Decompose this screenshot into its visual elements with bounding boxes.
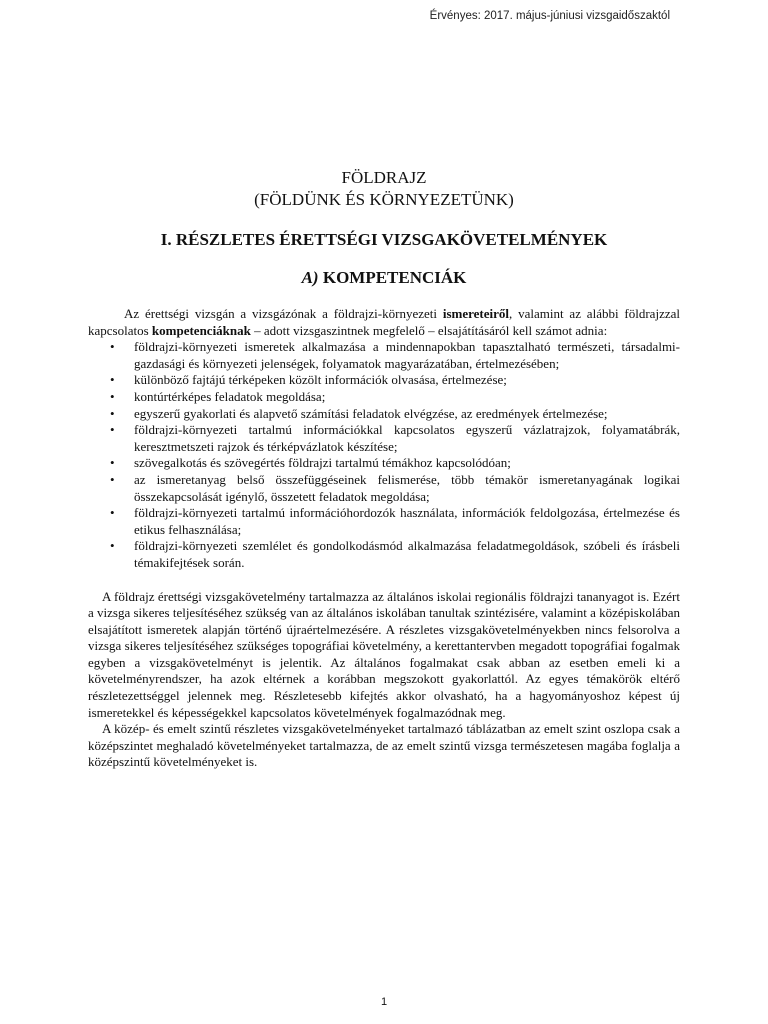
- section-title: KOMPETENCIÁK: [322, 268, 467, 287]
- page-number: 1: [380, 996, 388, 1008]
- section-letter: A): [301, 268, 319, 287]
- subject-subtitle: (FÖLDÜNK ÉS KÖRNYEZETÜNK): [254, 190, 514, 209]
- competency-text: földrajzi-környezeti ismeretek alkalmazása a mindennapokban tapasztalható természeti, társadalmi-gazdasági és környezeti jelenségek, folyamatok magyarázatában, értelmezésében;: [134, 339, 680, 371]
- validity-note: Érvényes: 2017. május-júniusi vizsgaidőszaktól: [429, 10, 670, 22]
- bullet-icon: •: [110, 339, 115, 355]
- bullet-icon: •: [110, 505, 115, 521]
- competency-text: földrajzi-környezeti tartalmú információkkal kapcsolatos egyszerű vázlatrajzok, folyamatábrák, keresztmetszeti rajzok és térképvázlatok készítése;: [134, 422, 680, 454]
- intro-text: Az érettségi vizsgán a vizsgázónak a földrajzi-környezeti: [124, 306, 443, 321]
- subject-title: FÖLDRAJZ: [341, 168, 427, 187]
- competency-list: [88, 339, 680, 571]
- competency-item: [88, 472, 680, 505]
- competency-item: [88, 389, 680, 406]
- bullet-icon: •: [110, 538, 115, 554]
- competency-item: [88, 455, 680, 472]
- competency-item: [88, 406, 680, 423]
- intro-text: – adott vizsgaszintnek megfelelő – elsajátításáról kell számot adnia:: [250, 322, 608, 338]
- bullet-icon: •: [110, 405, 115, 421]
- bullet-icon: •: [110, 372, 115, 388]
- intro-text: , valamint az alábbi földrajzzal kapcsolatos: [88, 306, 680, 338]
- competency-text: földrajzi-környezeti szemlélet és gondolkodásmód alkalmazása feladatmegoldások, szóbeli és írásbeli témakifejtések során.: [134, 538, 680, 570]
- title-block: [0, 167, 768, 289]
- main-heading: I. RÉSZLETES ÉRETTSÉGI VIZSGAKÖVETELMÉNYEK: [160, 230, 608, 249]
- body-paragraph: A földrajz érettségi vizsgakövetelmény tartalmazza az általános iskolai regionális földrajzi tananyagot is. Ezért a vizsga sikeres teljesítéséhez szükség van az általános iskolában tanultak szintézisére, valamint a középiskolában elsajátított ismeretek alapján történő újraértelmezésére. A részletes vizsgakövetelményekben nincs felsorolva a vizsga sikeres teljesítéséhez szükséges topográfiai követelmény, a kerettantervben megadott topográfiai fogalmak egyben a vizsgakövetelményt is jelentik. Az általános fogalmakat csak abban az esetben emeli ki a követelményrendszer, ha azok eltérnek a korábban megszokott gyakorlattól. Az egyes témakörök eltérő részletezettséggel jelennek meg. Részletesebb kifejtés akkor olvasható, ha a hagyományoshoz képest új ismeretekkel és képességekkel kapcsolatos követelmények fogalmazódnak meg.: [88, 588, 681, 720]
- competency-text: egyszerű gyakorlati és alapvető számítási feladatok elvégzése, az eredmények értelmezése;: [134, 405, 608, 421]
- body-paragraph: A közép- és emelt szintű részletes vizsgakövetelményeket tartalmazó táblázatban az emelt szint oszlopa csak a középszintet meghaladó követelményeket tartalmazza, de az emelt szintű vizsga természetesen magába foglalja a középszintű követelményeket is.: [88, 721, 680, 770]
- bullet-icon: •: [110, 471, 115, 487]
- competency-text: szövegalkotás és szövegértés földrajzi tartalmú témákhoz kapcsolódóan;: [134, 455, 511, 471]
- competency-item: [88, 422, 680, 455]
- intro-paragraph: [88, 306, 680, 339]
- bullet-icon: •: [110, 455, 115, 471]
- competency-item: [88, 339, 680, 372]
- competency-text: kontúrtérképes feladatok megoldása;: [134, 388, 326, 404]
- intro-emphasis-knowledge: ismereteiről: [442, 306, 509, 321]
- competency-item: [88, 372, 680, 389]
- competency-text: az ismeretanyag belső összefüggéseinek felismerése, több témakör ismeretanyagának logikai összekapcsolását igénylő, összetett feladatok megoldása;: [134, 471, 680, 504]
- bullet-icon: •: [110, 388, 115, 404]
- bullet-icon: •: [110, 422, 115, 438]
- competency-item: [88, 505, 680, 538]
- competency-item: [88, 538, 680, 571]
- document-body: [88, 306, 680, 771]
- section-heading: [0, 267, 768, 289]
- competency-text: különböző fajtájú térképeken közölt információk olvasása, értelmezése;: [134, 372, 507, 388]
- intro-emphasis-competencies: kompetenciáknak: [151, 322, 251, 338]
- competency-text: földrajzi-környezeti tartalmú információhordozók használata, információk feldolgozása, értelmezése és etikus felhasználása;: [134, 505, 680, 537]
